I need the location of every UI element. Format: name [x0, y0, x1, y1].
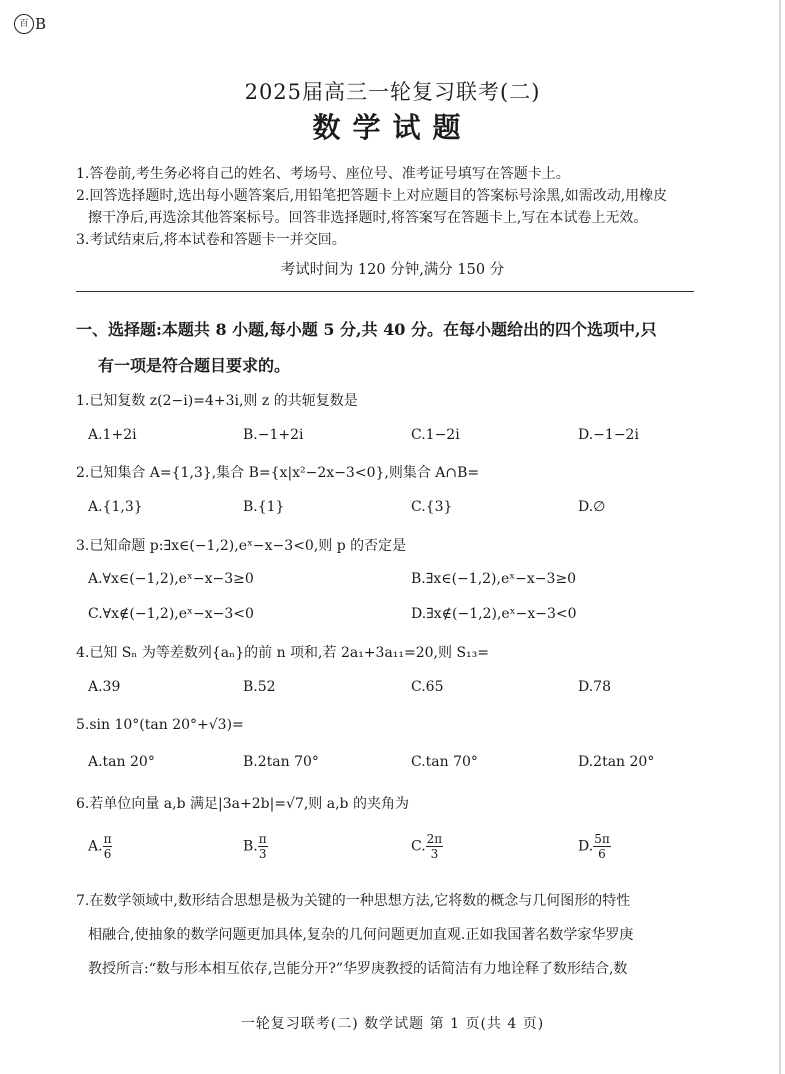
q6-option-a	[88, 832, 112, 861]
q1-option-c: C.1−2i	[411, 427, 460, 443]
question-3: 3.已知命题 p:∃x∈(−1,2),eˣ−x−3<0,则 p 的否定是	[76, 538, 407, 554]
q6-option-b-den: 3	[258, 847, 267, 861]
section-heading	[76, 312, 706, 384]
question-1-options	[88, 427, 708, 457]
q6-option-d	[578, 832, 611, 861]
question-6: 6.若单位向量 a,b 满足|3a+2b|=√7,则 a,b 的夹角为	[76, 796, 409, 812]
q6-option-b-num: π	[258, 832, 267, 846]
q6-option-c-fraction	[426, 832, 444, 861]
instruction-2: 2.回答选择题时,选出每小题答案后,用铅笔把答题卡上对应题目的答案标号涂黑,如需改动,用橡皮	[76, 188, 668, 204]
q6-option-c-letter: C.	[411, 838, 426, 855]
question-2-options	[88, 499, 708, 529]
instruction-1: 1.答卷前,考生务必将自己的姓名、考场号、座位号、准考证号填写在答题卡上。	[76, 166, 570, 182]
q5-option-b: B.2tan 70°	[243, 754, 319, 770]
q6-option-c-den: 3	[430, 847, 439, 861]
exam-subtitle: 数学试题	[312, 111, 473, 144]
instructions	[76, 163, 716, 251]
q3-option-a: A.∀x∈(−1,2),eˣ−x−3≥0	[88, 571, 254, 587]
q2-option-a: A.{1,3}	[88, 499, 143, 515]
q3-option-c: C.∀x∉(−1,2),eˣ−x−3<0	[88, 606, 254, 622]
question-5: 5.sin 10°(tan 20°+√3)=	[76, 717, 244, 733]
q4-option-d: D.78	[578, 679, 611, 695]
corner-letter: B	[35, 15, 47, 33]
question-5-options	[88, 754, 708, 784]
instruction-3: 3.考试结束后,将本试卷和答题卡一并交回。	[76, 232, 346, 248]
q6-option-b-letter: B.	[243, 838, 258, 855]
q6-option-d-num: 5π	[594, 832, 610, 846]
question-3-options-row2	[88, 606, 708, 636]
q5-option-d: D.2tan 20°	[578, 754, 655, 770]
q6-option-c-num: 2π	[426, 832, 443, 846]
q6-option-c	[411, 832, 443, 861]
q5-option-c: C.tan 70°	[411, 754, 478, 770]
q1-option-b: B.−1+2i	[243, 427, 304, 443]
q6-option-d-letter: D.	[578, 838, 594, 855]
q2-option-b: B.{1}	[243, 499, 285, 515]
q3-option-d: D.∃x∉(−1,2),eˣ−x−3<0	[411, 606, 577, 622]
section-line-1: 一、选择题:本题共 8 小题,每小题 5 分,共 40 分。在每小题给出的四个选项中,只	[76, 320, 657, 339]
q4-option-c: C.65	[411, 679, 444, 695]
q1-option-d: D.−1−2i	[578, 427, 639, 443]
question-7	[76, 884, 696, 986]
corner-mark	[14, 14, 46, 34]
q6-option-d-fraction	[593, 832, 611, 861]
exam-time: 考试时间为 120 分钟,满分 150 分	[280, 262, 505, 278]
instruction-2-cont: 擦干净后,再选涂其他答案标号。回答非选择题时,将答案写在答题卡上,写在本试卷上无效。	[88, 210, 648, 226]
question-7-line-1: 7.在数学领域中,数形结合思想是极为关键的一种思想方法,它将数的概念与几何图形的特性	[76, 893, 631, 909]
q4-option-b: B.52	[243, 679, 276, 695]
scan-edge	[779, 0, 781, 1074]
q6-option-b-fraction	[258, 832, 268, 861]
q6-option-a-num: π	[103, 832, 112, 846]
q6-option-a-fraction	[103, 832, 113, 861]
question-4: 4.已知 Sₙ 为等差数列{aₙ}的前 n 项和,若 2a₁+3a₁₁=20,则 S₁₃=	[76, 645, 490, 661]
q5-option-a: A.tan 20°	[88, 754, 155, 770]
exam-title: 2025届高三一轮复习联考(二)	[244, 80, 541, 104]
q6-option-d-den: 6	[598, 847, 606, 861]
question-3-options-row1	[88, 571, 708, 601]
question-4-options	[88, 679, 708, 709]
question-7-line-2: 相融合,使抽象的数学问题更加具体,复杂的几何问题更加直观.正如我国著名数学家华罗庚	[88, 927, 634, 943]
question-7-line-3: 教授所言:“数与形本相互依存,岂能分开?”华罗庚教授的话简洁有力地诠释了数形结合,数	[88, 961, 628, 977]
circle-mark: 百	[14, 14, 34, 34]
q2-option-c: C.{3}	[411, 499, 453, 515]
divider	[76, 291, 694, 292]
q3-option-b: B.∃x∈(−1,2),eˣ−x−3≥0	[411, 571, 577, 587]
page-footer: 一轮复习联考(二) 数学试题 第 1 页(共 4 页)	[240, 1016, 545, 1032]
question-2: 2.已知集合 A={1,3},集合 B={x|x²−2x−3<0},则集合 A∩B=	[76, 465, 480, 481]
question-6-options	[88, 832, 708, 868]
q6-option-a-den: 6	[103, 847, 112, 861]
q6-option-b	[243, 832, 268, 861]
section-line-2: 有一项是符合题目要求的。	[98, 356, 291, 375]
q6-option-a-letter: A.	[88, 838, 103, 855]
question-1: 1.已知复数 z(2−i)=4+3i,则 z 的共轭复数是	[76, 393, 358, 409]
q1-option-a: A.1+2i	[88, 427, 137, 443]
q2-option-d: D.∅	[578, 499, 606, 515]
q4-option-a: A.39	[88, 679, 121, 695]
